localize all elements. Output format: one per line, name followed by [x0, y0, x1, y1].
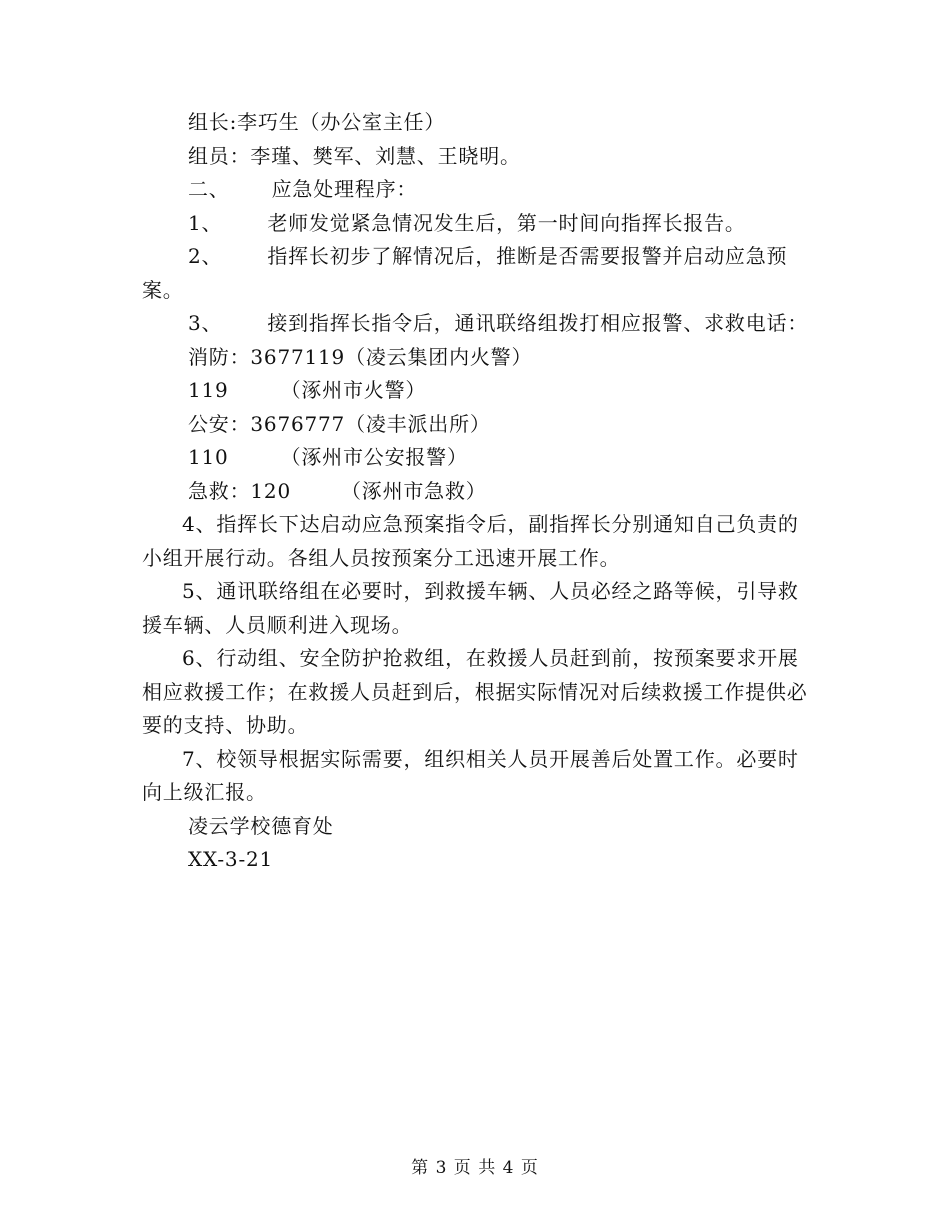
- step-3: [142, 307, 810, 341]
- team-leader-text: 组长:李巧生（办公室主任）: [188, 110, 446, 134]
- step-5: 5、通讯联络组在必要时，到救援车辆、人员必经之路等候，引导救援车辆、人员顺利进入现场。: [142, 579, 799, 637]
- team-members-text: 组员：李瑾、樊军、刘慧、王晓明。: [188, 143, 521, 168]
- contact-police-local-text: 公安：3676777（凌丰派出所）: [188, 411, 491, 436]
- step-2: [142, 240, 810, 307]
- step-1: [142, 207, 810, 241]
- document-body: [142, 106, 810, 877]
- team-leader-line: [142, 106, 810, 140]
- step-3-number: 3、: [188, 311, 223, 335]
- section-title: 应急处理程序：: [271, 177, 418, 201]
- contact-emergency-text: （涿州市急救）: [340, 478, 487, 503]
- contact-emergency-number: 急救：120: [188, 478, 291, 503]
- step-3-text: 接到指挥长指令后，通讯联络组拨打相应报警、求救电话：: [267, 311, 809, 335]
- section-number: 二、: [188, 177, 230, 201]
- contact-fire-city: [142, 374, 810, 408]
- step-4: 4、指挥长下达启动应急预案指令后，副指挥长分别通知自己负责的小组开展行动。各组人员按预案分工迅速开展工作。: [142, 512, 799, 570]
- contact-emergency: [142, 475, 810, 509]
- step-2-text: 指挥长初步了解情况后，推断是否需要报警并启动应急预案。: [142, 244, 788, 302]
- page-number-footer: 第 3 页 共 4 页: [411, 1158, 539, 1178]
- contact-fire-city-number: 119: [188, 378, 229, 402]
- contact-fire-internal-text: 消防：3677119（凌云集团内火警）: [188, 344, 533, 369]
- section-heading: [142, 173, 810, 207]
- step-1-number: 1、: [188, 210, 223, 235]
- team-members-line: [142, 140, 810, 174]
- signature-date: XX-3-21: [188, 847, 274, 871]
- signature-org: 凌云学校德育处: [188, 813, 334, 838]
- contact-police-city-text: （涿州市公安报警）: [280, 445, 468, 469]
- contact-police-city-number: 110: [188, 445, 229, 469]
- step-7: 7、校领导根据实际需要，组织相关人员开展善后处置工作。必要时向上级汇报。: [142, 746, 799, 804]
- contact-fire-city-text: （涿州市火警）: [280, 378, 427, 402]
- contact-police-local: [142, 408, 810, 442]
- step-2-number: 2、: [188, 244, 223, 268]
- contact-police-city: [142, 441, 810, 475]
- step-1-text: 老师发觉紧急情况发生后，第一时间向指挥长报告。: [267, 210, 746, 235]
- step-6: 6、行动组、安全防护抢救组，在救援人员赶到前，按预案要求开展相应救援工作；在救援人员赶到后，根据实际情况对后续救援工作提供必要的支持、协助。: [142, 646, 808, 737]
- contact-fire-internal: [142, 341, 810, 375]
